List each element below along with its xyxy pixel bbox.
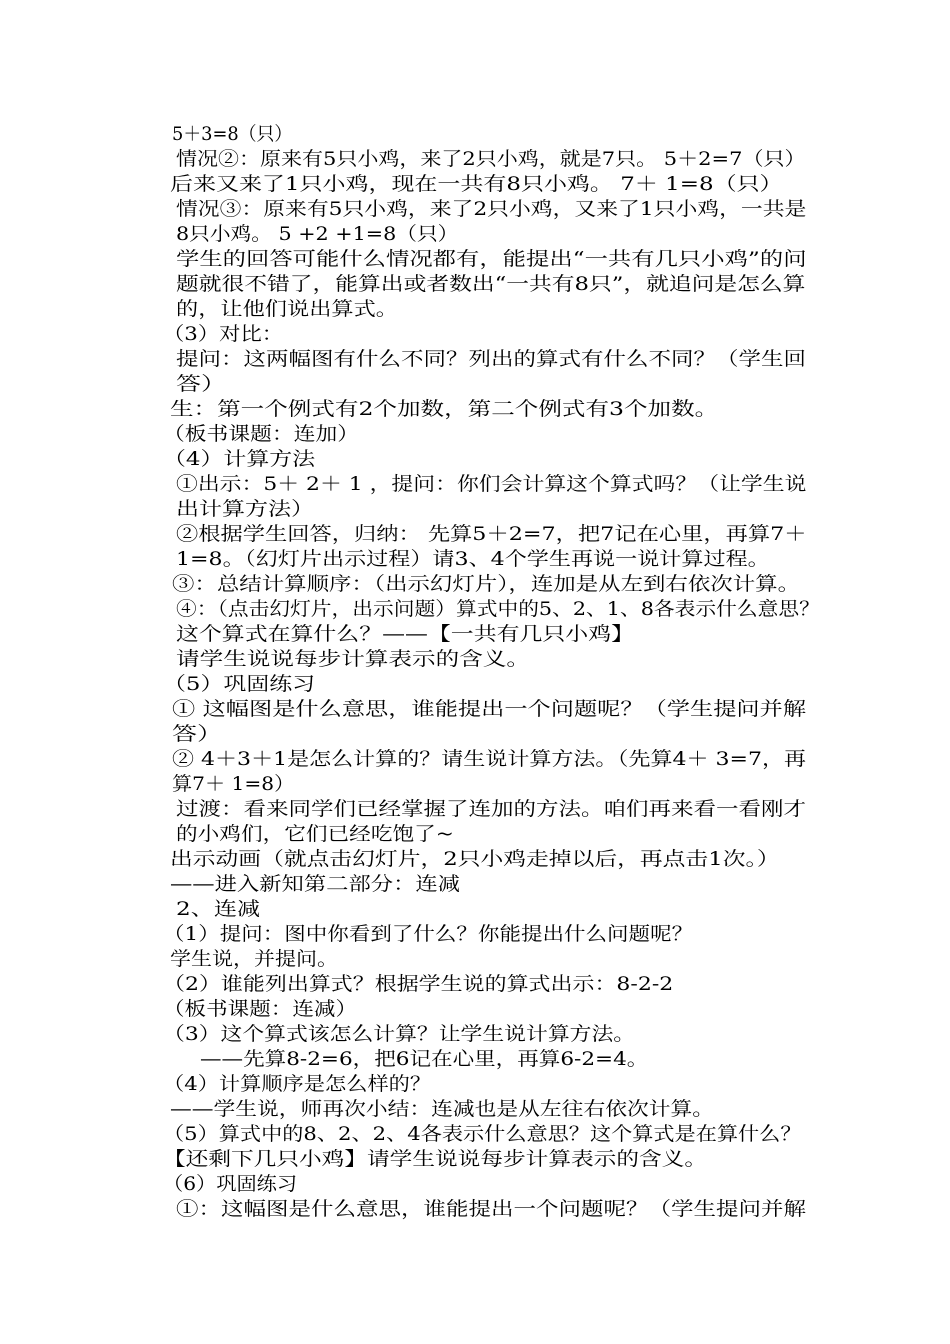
- text-line: ③：总结计算顺序：（出示幻灯片），连加是从左到右依次计算。: [172, 573, 801, 595]
- text-line: 请学生说说每步计算表示的含义。: [176, 648, 531, 670]
- text-line: （5）算式中的8、2、2、4各表示什么意思？这个算式是在算什么？: [163, 1123, 802, 1145]
- text-line: 这个算式在算什么？——【一共有几只小鸡】: [176, 623, 635, 645]
- section-heading: （4）计算方法: [163, 448, 316, 470]
- text-line: 答）: [172, 723, 223, 745]
- text-line: ——先算8-2=6，把6记在心里，再算6-2=4。: [200, 1048, 649, 1070]
- text-line: 提问：这两幅图有什么不同？列出的算式有什么不同？（学生回: [176, 348, 807, 370]
- text-line: ① 这幅图是什么意思，谁能提出一个问题呢？（学生提问并解: [172, 698, 807, 720]
- text-line: 的，让他们说出算式。: [176, 298, 399, 320]
- section-heading: 2、连减: [176, 898, 261, 920]
- text-line: （板书课题：连加）: [163, 423, 360, 445]
- text-line: （3）这个算式该怎么计算？让学生说计算方法。: [163, 1023, 636, 1045]
- section-heading: （5）巩固练习: [163, 673, 316, 695]
- text-line: 【还剩下几只小鸡】请学生说说每步计算表示的含义。: [163, 1148, 708, 1170]
- text-line: （板书课题：连减）: [163, 998, 358, 1020]
- text-line: （1）提问：图中你看到了什么？你能提出什么问题呢？: [163, 923, 694, 945]
- section-heading: （3）对比：: [163, 323, 284, 345]
- text-line: ①：这幅图是什么意思，谁能提出一个问题呢？（学生提问并解: [176, 1198, 807, 1220]
- section-heading: （4）计算顺序是怎么样的？: [163, 1073, 432, 1095]
- text-line: 情况②：原来有5只小鸡，来了2只小鸡，就是7只。 5＋2=7（只）: [176, 148, 806, 170]
- text-line: ——进入新知第二部分：连减: [170, 873, 461, 895]
- text-line: 出示动画（就点击幻灯片，2只小鸡走掉以后，再点击1次。）: [170, 848, 780, 870]
- text-line: 过渡：看来同学们已经掌握了连加的方法。咱们再来看一看刚才: [176, 798, 807, 820]
- text-line: 出计算方法）: [176, 498, 315, 520]
- text-line: 算7＋ 1=8）: [172, 773, 295, 795]
- text-line: 情况③：原来有5只小鸡，来了2只小鸡，又来了1只小鸡，一共是: [176, 198, 807, 220]
- text-line: 后来又来了1只小鸡，现在一共有8只小鸡。 7＋ 1=8（只）: [170, 173, 783, 195]
- text-line: ①出示：5＋ 2＋ 1 ，提问：你们会计算这个算式吗？（让学生说: [176, 473, 807, 495]
- text-line: ②根据学生回答，归纳： 先算5＋2=7，把7记在心里，再算7＋: [176, 523, 807, 545]
- text-line: 5＋3=8（只）: [172, 123, 293, 145]
- text-line: 答）: [176, 373, 227, 395]
- text-line: ② 4＋3＋1是怎么计算的？请生说计算方法。（先算4＋ 3=7，再: [172, 748, 807, 770]
- section-heading: （6）巩固练习: [163, 1173, 298, 1195]
- text-line: 学生的回答可能什么情况都有，能提出“一共有几只小鸡”的问: [176, 248, 807, 270]
- text-line: （2）谁能列出算式？根据学生说的算式出示：8-2-2: [163, 973, 674, 995]
- text-line: ——学生说，师再次小结：连减也是从左往右依次计算。: [170, 1098, 715, 1120]
- text-line: 8只小鸡。 5 +2 +1=8（只）: [176, 223, 459, 245]
- text-line: 生：第一个例式有2个加数，第二个例式有3个加数。: [170, 398, 719, 420]
- text-line: 学生说，并提问。: [170, 948, 339, 970]
- text-line: 题就很不错了，能算出或者数出“一共有8只”，就追问是怎么算: [176, 273, 806, 295]
- text-line: ④：（点击幻灯片，出示问题）算式中的5、2、1、8各表示什么意思？: [176, 598, 820, 620]
- text-line: 的小鸡们，它们已经吃饱了~: [176, 823, 454, 845]
- text-line: 1=8。（幻灯片出示过程）请3、4个学生再说一说计算过程。: [176, 548, 770, 570]
